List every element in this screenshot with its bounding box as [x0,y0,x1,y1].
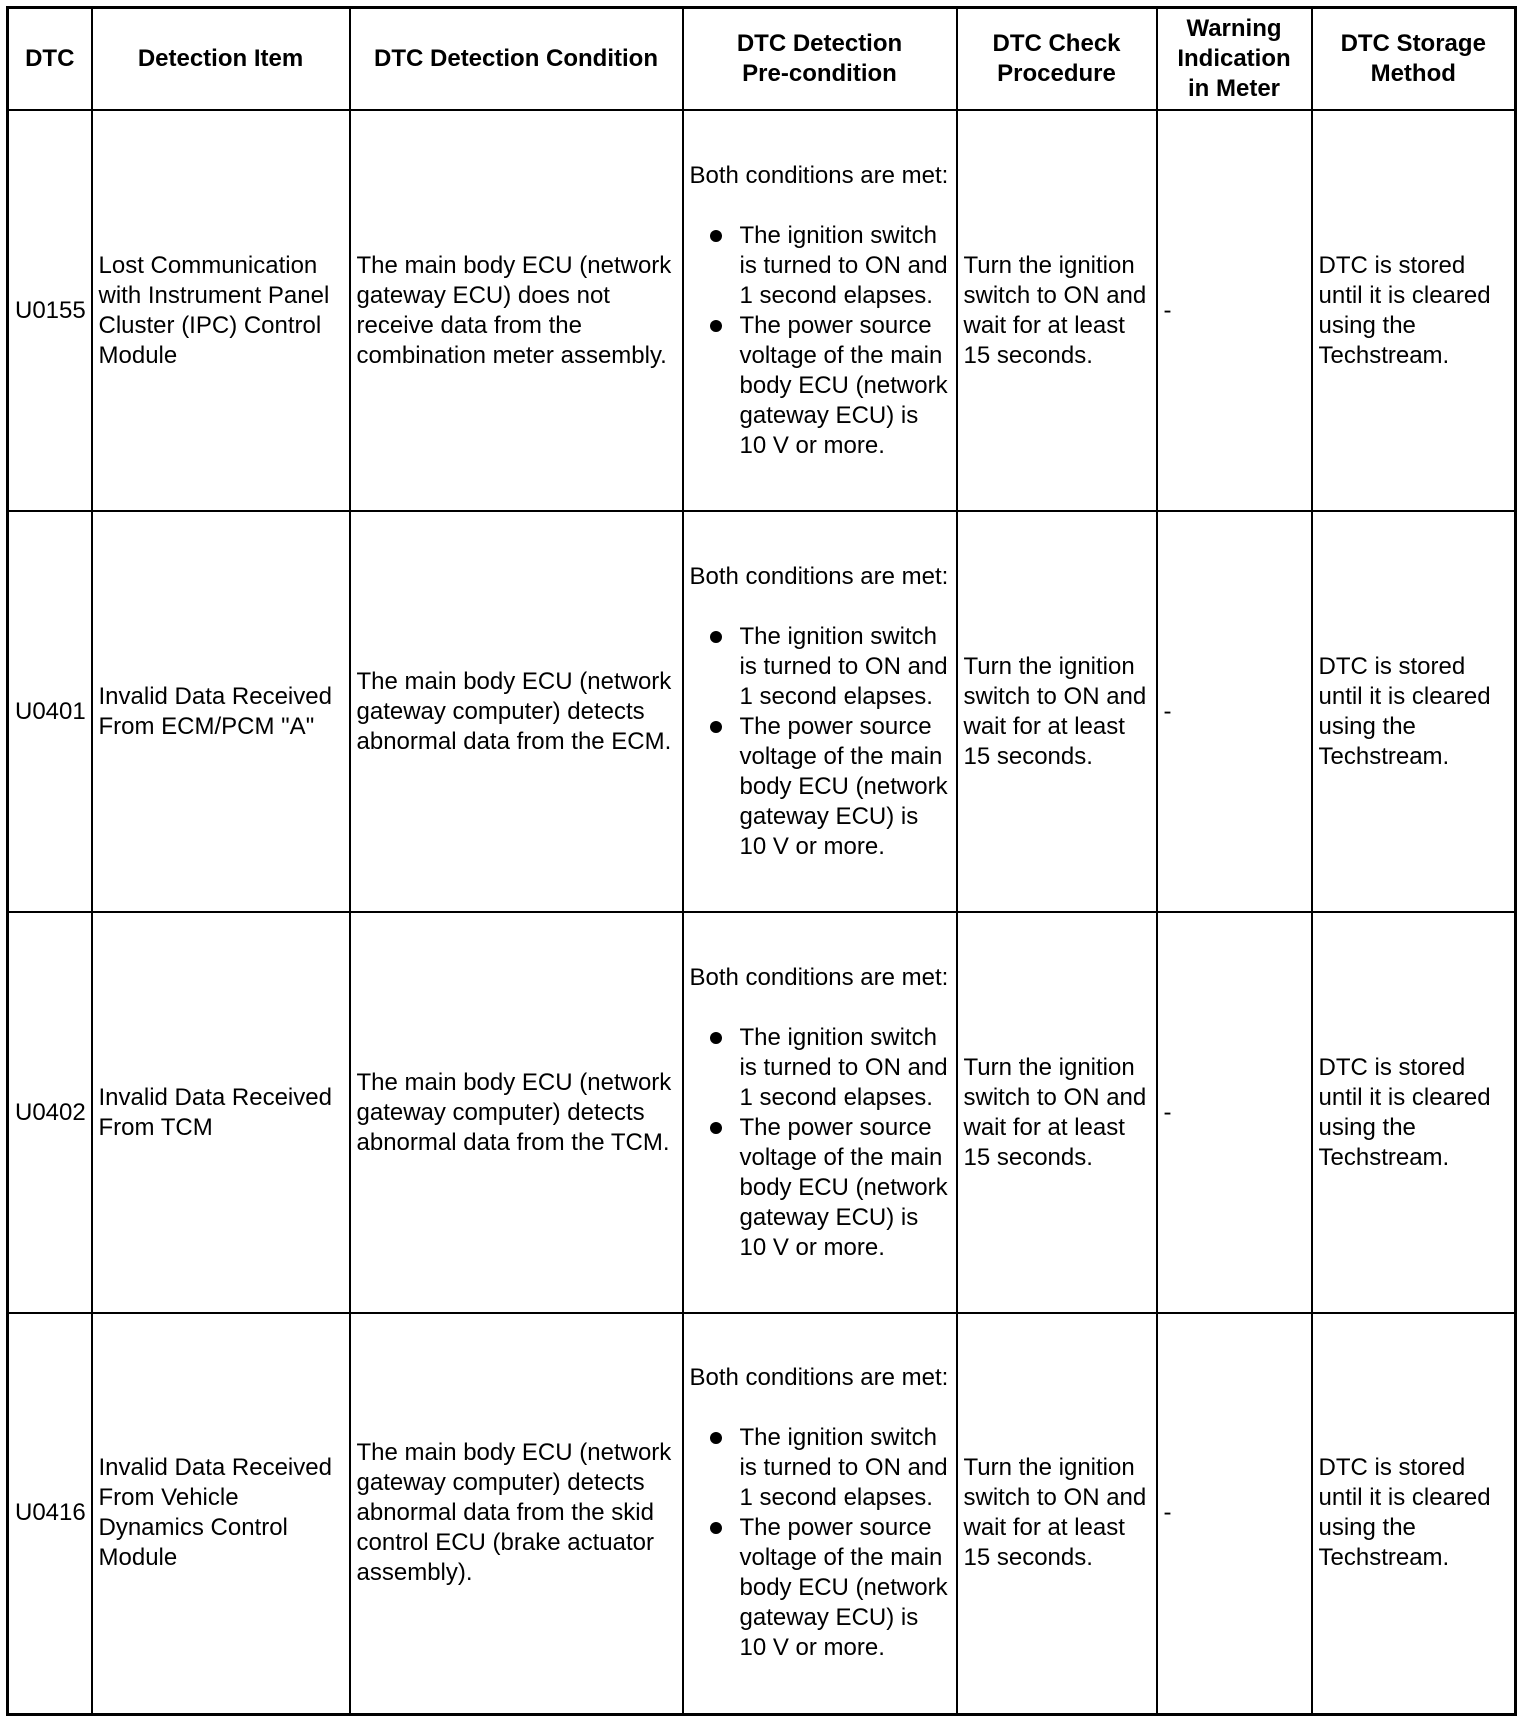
pre-condition-text: The power source voltage of the main body ECU (network gateway ECU) is 10 V or more. [739,311,948,459]
detection-item: Invalid Data Received From Vehicle Dynamics Control Module [92,1313,350,1714]
pre-condition-list [690,1023,950,1263]
pre-condition-text: The ignition switch is turned to ON and 1 second elapses. [739,1424,948,1512]
storage-method: DTC is stored until it is cleared using the Techstream. [1312,110,1516,511]
header-dtc: DTC [8,8,92,111]
pre-condition-list [690,1423,950,1663]
pre-condition-list [690,221,950,461]
check-procedure: Turn the ignition switch to ON and wait for at least 15 seconds. [957,511,1157,912]
pre-condition-text: The power source voltage of the main body ECU (network gateway ECU) is 10 V or more. [739,1514,948,1662]
detection-condition: The main body ECU (network gateway ECU) does not receive data from the combination meter assembly. [350,110,683,511]
pre-condition-intro: Both conditions are met: [689,161,949,189]
detection-condition: The main body ECU (network gateway computer) detects abnormal data from the ECM. [350,511,683,912]
pre-condition [683,1313,957,1714]
header-storage-method-line: Method [1370,60,1456,87]
header-warning-indication-line: in Meter [1187,75,1280,102]
header-check-procedure-line: DTC Check [992,30,1121,57]
pre-condition-intro: Both conditions are met: [689,1364,949,1392]
header-warning-indication-line: Warning [1186,15,1282,42]
pre-condition-text: The power source voltage of the main body ECU (network gateway ECU) is 10 V or more. [739,712,948,860]
pre-condition-item [740,1423,950,1513]
header-storage-method-line: DTC Storage [1340,30,1486,57]
dtc-table [6,6,1517,1716]
pre-condition-item [740,1113,950,1263]
check-procedure: Turn the ignition switch to ON and wait for at least 15 seconds. [957,1313,1157,1714]
bullet-icon [710,1522,722,1534]
header-warning-indication-line: Indication [1177,45,1291,72]
table-header-row [8,8,1516,111]
dtc-code: U0402 [8,912,92,1313]
pre-condition [683,511,957,912]
table-row [8,110,1516,511]
detection-condition: The main body ECU (network gateway computer) detects abnormal data from the TCM. [350,912,683,1313]
header-detection-item: Detection Item [92,8,350,111]
bullet-icon [710,320,722,332]
pre-condition-item [740,712,950,862]
header-storage-method [1312,8,1516,111]
header-detection-condition: DTC Detection Condition [350,8,683,111]
pre-condition [683,110,957,511]
bullet-icon [710,631,722,643]
detection-item: Invalid Data Received From TCM [92,912,350,1313]
header-check-procedure-line: Procedure [997,60,1116,87]
detection-item: Invalid Data Received From ECM/PCM "A" [92,511,350,912]
table-row [8,1313,1516,1714]
warning-indication: - [1157,511,1312,912]
warning-indication: - [1157,912,1312,1313]
check-procedure: Turn the ignition switch to ON and wait for at least 15 seconds. [957,110,1157,511]
table-row [8,912,1516,1313]
pre-condition-intro: Both conditions are met: [689,963,949,991]
pre-condition-text: The ignition switch is turned to ON and 1 second elapses. [739,622,948,710]
check-procedure: Turn the ignition switch to ON and wait for at least 15 seconds. [957,912,1157,1313]
header-check-procedure [957,8,1157,111]
bullet-icon [710,230,722,242]
header-pre-condition-line: DTC Detection [736,30,903,57]
bullet-icon [710,1032,722,1044]
pre-condition [683,912,957,1313]
detection-condition: The main body ECU (network gateway computer) detects abnormal data from the skid control ECU (brake actuator assembly). [350,1313,683,1714]
pre-condition-text: The ignition switch is turned to ON and 1 second elapses. [739,221,948,309]
pre-condition-item [740,622,950,712]
bullet-icon [710,721,722,733]
header-pre-condition [683,8,957,111]
pre-condition-item [740,311,950,461]
dtc-code: U0401 [8,511,92,912]
warning-indication: - [1157,1313,1312,1714]
storage-method: DTC is stored until it is cleared using the Techstream. [1312,912,1516,1313]
header-warning-indication [1157,8,1312,111]
pre-condition-text: The power source voltage of the main body ECU (network gateway ECU) is 10 V or more. [739,1113,948,1261]
pre-condition-list [690,622,950,862]
bullet-icon [710,1432,722,1444]
storage-method: DTC is stored until it is cleared using the Techstream. [1312,511,1516,912]
pre-condition-intro: Both conditions are met: [689,562,949,590]
dtc-code: U0416 [8,1313,92,1714]
dtc-code: U0155 [8,110,92,511]
pre-condition-item [740,1513,950,1663]
warning-indication: - [1157,110,1312,511]
pre-condition-item [740,1023,950,1113]
bullet-icon [710,1122,722,1134]
pre-condition-text: The ignition switch is turned to ON and 1 second elapses. [739,1023,948,1111]
detection-item: Lost Communication with Instrument Panel Cluster (IPC) Control Module [92,110,350,511]
table-row [8,511,1516,912]
pre-condition-item [740,221,950,311]
storage-method: DTC is stored until it is cleared using the Techstream. [1312,1313,1516,1714]
header-pre-condition-line: Pre-condition [742,60,897,87]
